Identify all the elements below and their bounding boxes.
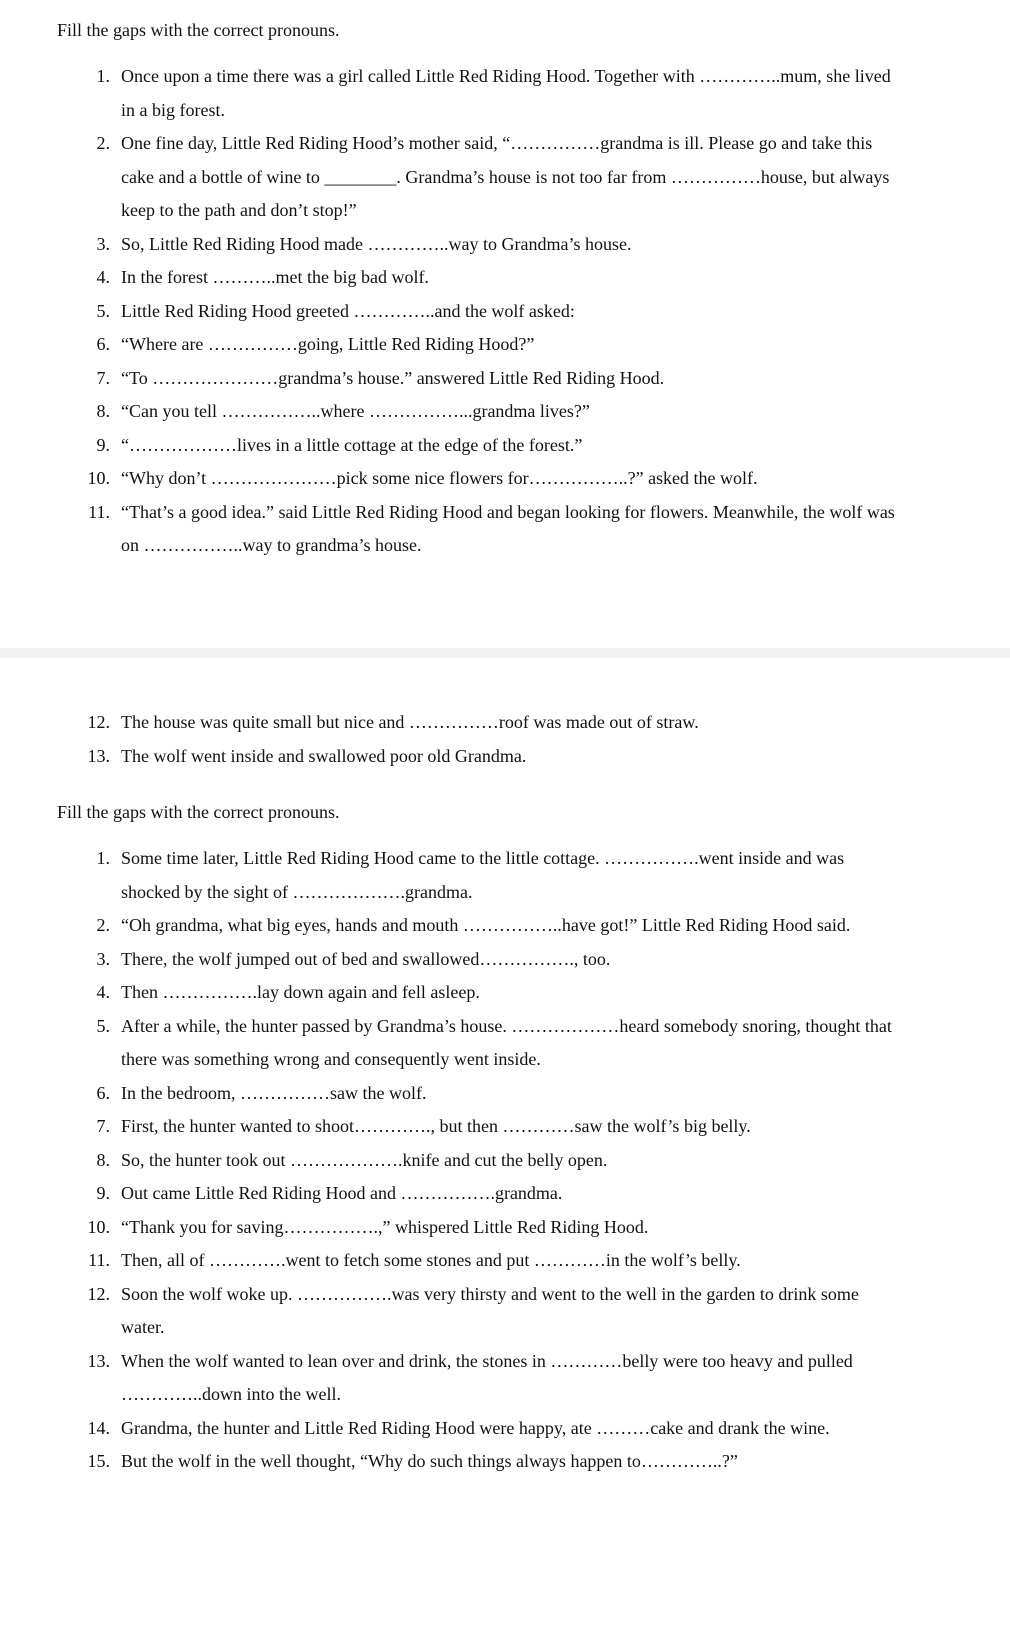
- item-text: Out came Little Red Riding Hood and …………….grandma.: [121, 1183, 563, 1203]
- page-divider: [0, 648, 1010, 658]
- item-text: In the forest ………..met the big bad wolf.: [121, 267, 429, 287]
- exercise-item: [0, 395, 1010, 429]
- item-text: “Oh grandma, what big eyes, hands and mouth ……………..have got!” Little Red Riding Hood said.: [121, 915, 851, 935]
- item-number: 7.: [96, 367, 110, 388]
- item-number: 4.: [96, 267, 110, 287]
- item-number: 14.: [87, 1417, 110, 1438]
- exercise-item: [0, 1345, 1010, 1412]
- item-text: Some time later, Little Red Riding Hood came to the little cottage. …………….went inside and was shocked by the sight of ……………….grandma.: [121, 848, 845, 902]
- item-text: “To …………………grandma’s house.” answered Little Red Riding Hood.: [121, 367, 665, 388]
- item-number: 3.: [96, 233, 110, 254]
- item-number: 12.: [87, 1283, 110, 1304]
- exercise-item: [0, 328, 1010, 362]
- exercise-item: [0, 228, 1010, 262]
- item-text: “That’s a good idea.” said Little Red Riding Hood and began looking for flowers. Meanwhile, the wolf was on ……………..way to grandma’s house.: [121, 501, 895, 555]
- exercise-item: [0, 1177, 1010, 1211]
- exercise-item: [0, 909, 1010, 943]
- item-number: 6.: [96, 334, 110, 354]
- item-text: First, the hunter wanted to shoot…………., but then …………saw the wolf’s big belly.: [121, 1116, 751, 1136]
- item-number: 8.: [96, 1149, 110, 1170]
- item-text: Then …………….lay down again and fell asleep.: [121, 982, 480, 1002]
- exercise-item: [0, 1110, 1010, 1144]
- item-text: One fine day, Little Red Riding Hood’s mother said, “……………grandma is ill. Please go and take this cake and a bottle of wine to ________. Grandma’s house is not too far from ……………house, but always keep to the path and don’t stop!”: [121, 133, 890, 220]
- exercise-item: [0, 261, 1010, 295]
- exercise-item: [0, 1412, 1010, 1446]
- item-number: 6.: [96, 1082, 110, 1103]
- item-number: 7.: [96, 1116, 110, 1136]
- item-number: 2.: [96, 133, 110, 153]
- item-number: 5.: [96, 1015, 110, 1036]
- item-text: When the wolf wanted to lean over and drink, the stones in …………belly were too heavy and pulled …………..down into the well.: [121, 1350, 853, 1404]
- exercise-item: [0, 1211, 1010, 1245]
- item-number: 13.: [87, 1350, 110, 1371]
- item-number: 11.: [88, 1250, 110, 1270]
- exercise-item: [0, 943, 1010, 977]
- exercise-list-part-2: [0, 842, 1010, 1479]
- page-2-heading: Fill the gaps with the correct pronouns.: [57, 802, 340, 822]
- item-number: 1.: [96, 848, 110, 868]
- exercise-item: [0, 1244, 1010, 1278]
- exercise-list-part-1: [0, 60, 1010, 563]
- exercise-item: [0, 1144, 1010, 1178]
- item-number: 9.: [96, 1183, 110, 1203]
- item-text: After a while, the hunter passed by Grandma’s house. ………………heard somebody snoring, thought that there was something wrong and consequently went inside.: [121, 1015, 892, 1069]
- item-number: 3.: [96, 948, 110, 969]
- worksheet-page-2: [0, 658, 1010, 1636]
- item-text: But the wolf in the well thought, “Why do such things always happen to…………..?”: [121, 1451, 738, 1471]
- item-number: 15.: [87, 1451, 110, 1471]
- exercise-item: [0, 1278, 1010, 1345]
- item-text: The house was quite small but nice and ……………roof was made out of straw.: [121, 712, 699, 732]
- item-text: Once upon a time there was a girl called Little Red Riding Hood. Together with …………..mum, she lived in a big forest.: [121, 66, 891, 120]
- item-text: “Where are ……………going, Little Red Riding Hood?”: [121, 334, 535, 354]
- item-number: 13.: [87, 745, 110, 766]
- item-text: “Thank you for saving…………….,” whispered Little Red Riding Hood.: [121, 1216, 649, 1237]
- item-number: 1.: [96, 66, 110, 86]
- item-number: 10.: [87, 468, 110, 488]
- exercise-item: [0, 706, 1010, 740]
- exercise-item: [0, 1010, 1010, 1077]
- item-text: Then, all of ………….went to fetch some stones and put …………in the wolf’s belly.: [121, 1250, 741, 1270]
- item-text: Grandma, the hunter and Little Red Riding Hood were happy, ate ………cake and drank the wine.: [121, 1417, 830, 1438]
- item-text: “Can you tell ……………..where ……………...grandma lives?”: [121, 401, 590, 421]
- exercise-item: [0, 429, 1010, 463]
- exercise-item: [0, 740, 1010, 774]
- page-1-heading: Fill the gaps with the correct pronouns.: [57, 20, 340, 40]
- item-text: “………………lives in a little cottage at the edge of the forest.”: [121, 434, 583, 455]
- item-text: In the bedroom, ……………saw the wolf.: [121, 1082, 427, 1103]
- item-text: There, the wolf jumped out of bed and swallowed……………., too.: [121, 948, 611, 969]
- exercise-item: [0, 842, 1010, 909]
- exercise-item: [0, 1445, 1010, 1479]
- item-number: 11.: [88, 501, 110, 522]
- item-number: 5.: [96, 300, 110, 321]
- exercise-item: [0, 127, 1010, 228]
- item-text: The wolf went inside and swallowed poor old Grandma.: [121, 745, 527, 766]
- item-number: 8.: [96, 401, 110, 421]
- exercise-item: [0, 295, 1010, 329]
- exercise-list-part-1-continued: [0, 706, 1010, 773]
- item-text: Little Red Riding Hood greeted …………..and the wolf asked:: [121, 300, 575, 321]
- item-number: 2.: [96, 915, 110, 935]
- exercise-item: [0, 976, 1010, 1010]
- item-text: So, the hunter took out ……………….knife and cut the belly open.: [121, 1149, 608, 1170]
- exercise-item: [0, 60, 1010, 127]
- item-text: “Why don’t …………………pick some nice flowers for……………..?” asked the wolf.: [121, 468, 758, 488]
- exercise-item: [0, 1077, 1010, 1111]
- exercise-item: [0, 362, 1010, 396]
- item-text: Soon the wolf woke up. …………….was very thirsty and went to the well in the garden to drink some water.: [121, 1283, 859, 1337]
- item-number: 4.: [96, 982, 110, 1002]
- item-number: 10.: [87, 1216, 110, 1237]
- item-text: So, Little Red Riding Hood made …………..way to Grandma’s house.: [121, 233, 632, 254]
- exercise-item: [0, 462, 1010, 496]
- item-number: 12.: [87, 712, 110, 732]
- item-number: 9.: [96, 434, 110, 455]
- exercise-item: [0, 496, 1010, 563]
- worksheet-page-1: [0, 0, 1010, 648]
